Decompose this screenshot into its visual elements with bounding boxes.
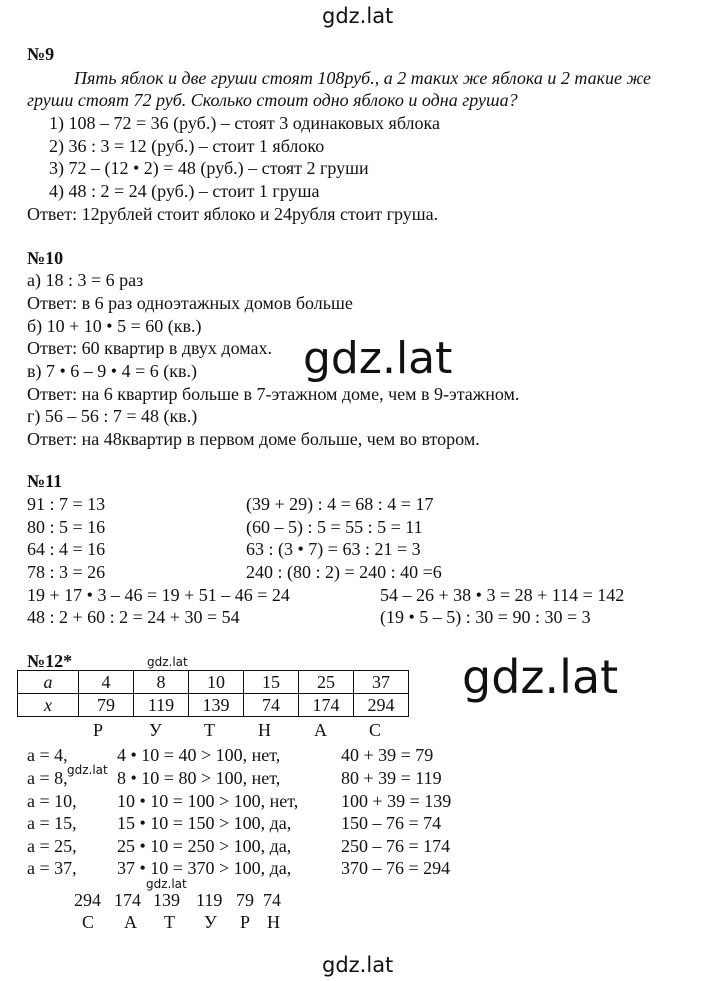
problem-9-step: 2) 36 : 3 = 12 (руб.) – стоит 1 яблоко — [49, 136, 325, 156]
table-row-a — [18, 671, 409, 694]
problem-11-expr: 63 : (3 • 7) = 63 : 21 = 3 — [246, 539, 421, 559]
answer-letter: С — [82, 912, 95, 932]
problem-12-case: a = 10, — [27, 791, 77, 811]
problem-12-check: 37 • 10 = 370 > 100, да, — [117, 858, 292, 878]
problem-9-step: 1) 108 – 72 = 36 (руб.) – стоят 3 одинаковых яблока — [49, 113, 440, 133]
problem-9-task-line2: груши стоят 72 руб. Сколько стоит одно яблоко и одна груша? — [27, 90, 518, 110]
problem-9-step: 4) 48 : 2 = 24 (руб.) – стоит 1 груша — [49, 181, 320, 201]
table-row-x — [18, 694, 409, 717]
watermark-center: gdz.lat — [303, 333, 453, 384]
problem-10-line: б) 10 + 10 • 5 = 60 (кв.) — [27, 316, 202, 336]
problem-10-line: г) 56 – 56 : 7 = 48 (кв.) — [27, 406, 198, 426]
problem-11-expr: 78 : 3 = 26 — [27, 562, 106, 582]
table-cell: 119 — [134, 694, 189, 717]
table-cell: 139 — [189, 694, 244, 717]
watermark-right: gdz.lat — [462, 650, 619, 704]
problem-12-case: a = 15, — [27, 813, 77, 833]
watermark-small-list: gdz.lat — [67, 763, 108, 777]
problem-11-expr: 80 : 5 = 16 — [27, 517, 106, 537]
problem-12-case: a = 8, — [27, 768, 68, 788]
problem-12-result: 150 – 76 = 74 — [341, 813, 442, 833]
problem-12-table — [17, 670, 409, 717]
problem-9-title: №9 — [27, 44, 55, 64]
table-cell: 8 — [134, 671, 189, 694]
problem-10-line: Ответ: 60 квартир в двух домах. — [27, 338, 272, 358]
problem-10-line: Ответ: в 6 раз одноэтажных домов больше — [27, 293, 353, 313]
answer-number: 139 — [153, 890, 180, 910]
answer-letter: У — [204, 912, 217, 932]
table-cell: 79 — [79, 694, 134, 717]
problem-9-step: 3) 72 – (12 • 2) = 48 (руб.) – стоят 2 груши — [49, 158, 369, 178]
answer-letter: Н — [267, 912, 280, 932]
problem-9-answer: Ответ: 12рублей стоит яблоко и 24рубля стоит груша. — [27, 204, 439, 224]
table-header-a: a — [18, 671, 79, 694]
table-cell: 25 — [299, 671, 354, 694]
problem-12-case: a = 4, — [27, 745, 68, 765]
problem-11-expr: (39 + 29) : 4 = 68 : 4 = 17 — [246, 494, 434, 514]
problem-11-expr: 91 : 7 = 13 — [27, 494, 106, 514]
problem-11-expr: 48 : 2 + 60 : 2 = 24 + 30 = 54 — [27, 607, 240, 627]
answer-letter: Т — [164, 912, 175, 932]
problem-10-title: №10 — [27, 248, 64, 268]
problem-11-expr: 54 – 26 + 38 • 3 = 28 + 114 = 142 — [380, 585, 625, 605]
problem-12-check: 4 • 10 = 40 > 100, нет, — [117, 745, 281, 765]
answer-letter: Р — [240, 912, 251, 932]
problem-9-task-line1: Пять яблок и две груши стоят 108руб., а 2 таких же яблока и 2 такие же — [74, 68, 651, 88]
answer-number: 79 — [236, 890, 254, 910]
problem-12-check: 10 • 10 = 100 > 100, нет, — [117, 791, 299, 811]
problem-12-result: 250 – 76 = 174 — [341, 836, 451, 856]
problem-11-expr: (19 • 5 – 5) : 30 = 90 : 30 = 3 — [380, 607, 591, 627]
table-letter: У — [149, 720, 162, 740]
answer-number: 174 — [114, 890, 141, 910]
problem-10-line: Ответ: на 6 квартир больше в 7-этажном доме, чем в 9-этажном. — [27, 384, 520, 404]
table-cell: 74 — [244, 694, 299, 717]
problem-10-line: а) 18 : 3 = 6 раз — [27, 270, 144, 290]
table-header-x: x — [18, 694, 79, 717]
problem-12-check: 15 • 10 = 150 > 100, да, — [117, 813, 292, 833]
problem-12-title: №12* — [27, 651, 73, 671]
problem-11-expr: (60 – 5) : 5 = 55 : 5 = 11 — [246, 517, 423, 537]
watermark-small-table: gdz.lat — [147, 655, 188, 669]
problem-12-result: 40 + 39 = 79 — [341, 745, 434, 765]
problem-12-check: 8 • 10 = 80 > 100, нет, — [117, 768, 281, 788]
answer-number: 119 — [196, 890, 223, 910]
problem-12-case: a = 25, — [27, 836, 77, 856]
watermark-bottom: gdz.lat — [322, 953, 394, 977]
problem-10-line: Ответ: на 48квартир в первом доме больше, чем во втором. — [27, 429, 480, 449]
answer-number: 294 — [74, 890, 101, 910]
table-letter: Т — [204, 720, 215, 740]
problem-11-title: №11 — [27, 471, 63, 491]
answer-number: 74 — [263, 890, 281, 910]
table-cell: 294 — [354, 694, 409, 717]
table-letter: А — [314, 720, 327, 740]
problem-11-expr: 64 : 4 = 16 — [27, 539, 106, 559]
problem-12-check: 25 • 10 = 250 > 100, да, — [117, 836, 292, 856]
table-letter: С — [369, 720, 382, 740]
watermark-small-answer: gdz.lat — [146, 877, 187, 891]
problem-11-expr: 19 + 17 • 3 – 46 = 19 + 51 – 46 = 24 — [27, 585, 290, 605]
table-cell: 174 — [299, 694, 354, 717]
table-letter: Н — [258, 720, 271, 740]
watermark-top: gdz.lat — [322, 4, 394, 28]
problem-12-result: 370 – 76 = 294 — [341, 858, 451, 878]
problem-12-result: 100 + 39 = 139 — [341, 791, 452, 811]
table-cell: 10 — [189, 671, 244, 694]
answer-letter: А — [124, 912, 137, 932]
table-letter: Р — [93, 720, 104, 740]
table-cell: 37 — [354, 671, 409, 694]
problem-10-line: в) 7 • 6 – 9 • 4 = 6 (кв.) — [27, 361, 197, 381]
table-cell: 15 — [244, 671, 299, 694]
problem-12-result: 80 + 39 = 119 — [341, 768, 442, 788]
problem-12-case: a = 37, — [27, 858, 77, 878]
table-cell: 4 — [79, 671, 134, 694]
problem-11-expr: 240 : (80 : 2) = 240 : 40 =6 — [246, 562, 442, 582]
